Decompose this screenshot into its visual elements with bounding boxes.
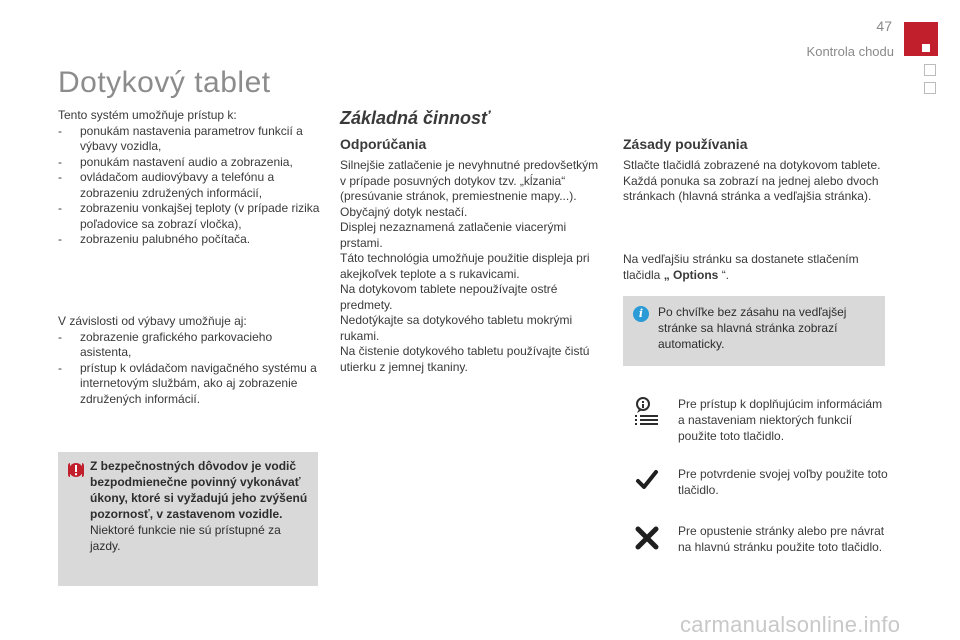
section-heading-basic: Základná činnosť (340, 108, 490, 128)
paragraph: Stlačte tlačidlá zobrazené na dotykovom tablete. (623, 158, 881, 172)
list-item: - ovládačom audiovýbavy a telefónu a zobrazeniu združených informácií, (58, 170, 275, 200)
intro-block (58, 108, 320, 248)
warning-bold: Z bezpečnostných dôvodov je vodič bezpodmienečne povinný vykonávať úkony, ktoré si vyžadujú jeho zvýšenú pozornosť, v zastavenom vozidle. (90, 459, 308, 521)
icon-row-text: Pre opustenie stránky alebo pre návrat na hlavnú stránku použite toto tlačidlo. (678, 524, 885, 554)
list-item: - ponukám nastavenia parametrov funkcií a výbavy vozidla, (58, 123, 303, 153)
warning-normal: Niektoré funkcie nie sú prístupné za jazdy. (90, 523, 281, 553)
icon-row-text: Pre prístup k doplňujúcim informáciám a nastaveniam niektorých funkcií použite toto tlačidlo. (678, 397, 883, 443)
subheading-recommendations: Odporúčania (340, 136, 427, 152)
options-text (623, 252, 885, 283)
paragraph: Táto technológia umožňuje použitie displeja pri akejkoľvek teplote a s rukavicami. (340, 251, 590, 281)
list-item: - ponukám nastavení audio a zobrazenia, (58, 154, 293, 169)
page-title: Dotykový tablet (58, 66, 271, 99)
paragraph: Na čistenie dotykového tabletu používajte čistú utierku z jemnej tkaniny. (340, 344, 590, 374)
paragraph: Nedotýkajte sa dotykového tabletu mokrými rukami. (340, 313, 573, 343)
page-number: 47 (876, 18, 892, 34)
list-item: - zobrazeniu vonkajšej teploty (v prípade rizika poľadovice sa zobrazí vločka), (58, 201, 320, 231)
intro-block-2 (58, 314, 320, 407)
section-tab-box-2 (924, 82, 936, 94)
section-tab-marker (904, 22, 938, 56)
warning-icon (66, 460, 86, 480)
paragraph: Na vedľajšiu stránku sa dostanete stlačením tlačidla „ Options “. (623, 252, 859, 282)
icon-row-text: Pre potvrdenie svojej voľby použite toto tlačidlo. (678, 467, 888, 497)
usage-text (623, 158, 885, 205)
warning-text (90, 458, 312, 554)
section-tab-dot (922, 44, 930, 52)
list-item: - prístup k ovládačom navigačného systému a internetovým službám, ako aj zobrazenie združených informácií. (58, 360, 317, 406)
info-list-icon (632, 396, 662, 426)
subheading-usage: Zásady používania (623, 136, 748, 152)
section-label: Kontrola chodu (806, 44, 894, 59)
warning-box (58, 452, 318, 586)
info-box (623, 296, 885, 366)
paragraph: Na dotykovom tablete nepoužívajte ostré predmety. (340, 282, 558, 312)
info-icon: i (633, 306, 649, 322)
watermark: carmanualsonline.info (680, 612, 901, 637)
recommendations-text (340, 158, 606, 375)
intro-lead: Tento systém umožňuje prístup k: (58, 108, 237, 122)
list-item: - zobrazeniu palubného počítača. (58, 232, 251, 246)
info-text: Po chvíľke bez zásahu na vedľajšej stránke sa hlavná stránka zobrazí automaticky. (658, 305, 847, 351)
paragraph: Displej nezaznamená zatlačenie viacerými prstami. (340, 220, 567, 250)
checkmark-icon (632, 466, 662, 496)
paragraph: Silnejšie zatlačenie je nevyhnutné predovšetkým v prípade posuvných dotykov tzv. „kĺzania“ (presúvanie stránok, premiestnenie mapy...). Obyčajný dotyk nestačí. (340, 158, 599, 219)
options-label: „ Options (663, 267, 722, 282)
list-item: - zobrazenie grafického parkovacieho asistenta, (58, 329, 273, 359)
section-tab-box-1 (924, 64, 936, 76)
paragraph: Každá ponuka sa zobrazí na jednej alebo dvoch stránkach (hlavná stránka a vedľajšia stránka). (623, 173, 879, 203)
close-x-icon (632, 523, 662, 553)
intro-lead-2: V závislosti od výbavy umožňuje aj: (58, 314, 247, 328)
